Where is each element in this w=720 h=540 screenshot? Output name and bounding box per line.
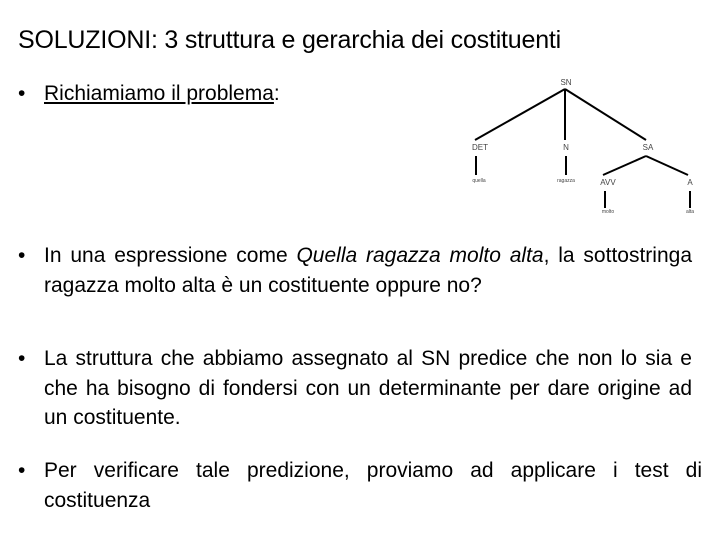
- bullet-item-3: [18, 456, 702, 515]
- bullet-marker: •: [18, 244, 26, 267]
- syntax-tree-diagram: [448, 72, 708, 222]
- tree-node-n: N: [563, 143, 569, 152]
- tree-node-sn: SN: [560, 78, 572, 87]
- bullet-text: Per verificare tale predizione, proviamo ad applicare i test di costituenza: [44, 459, 702, 512]
- bullet-marker: •: [18, 347, 26, 370]
- tree-node-a: A: [687, 178, 693, 187]
- tree-leaf-molto: molto: [601, 209, 615, 215]
- bullet-text-part: , la sottostringa ragazza molto alta è un costituente oppure no?: [44, 244, 692, 297]
- tree-leaf-alta: alta: [685, 209, 695, 215]
- intro-underlined-text: Richiamiamo il problema: [44, 82, 274, 105]
- intro-text: [44, 79, 280, 109]
- intro-bullet: [18, 79, 280, 109]
- tree-edge-sa-avv: [603, 156, 646, 175]
- tree-node-det: DET: [472, 143, 488, 152]
- slide-title: SOLUZIONI: 3 struttura e gerarchia dei costituenti: [18, 26, 562, 54]
- bullet-marker: •: [18, 459, 26, 482]
- bullet-marker: •: [18, 82, 26, 105]
- intro-suffix: :: [273, 82, 280, 105]
- bullet-item-1: [18, 241, 692, 300]
- tree-edge-sn-det: [475, 89, 565, 140]
- tree-edge-sn-sa: [565, 89, 646, 140]
- tree-leaf-quella: quella: [472, 178, 486, 184]
- bullet-text: La struttura che abbiamo assegnato al SN predice che non lo sia e che ha bisogno di fondersi con un determinante per dare origine ad un costituente.: [44, 347, 692, 429]
- tree-leaf-ragazza: ragazza: [557, 178, 575, 184]
- tree-node-avv: AVV: [600, 178, 616, 187]
- bullet-text-part: In una espressione come: [44, 244, 297, 267]
- bullet-text: [44, 241, 692, 300]
- tree-edge-sa-a: [646, 156, 688, 175]
- bullet-item-2: [18, 344, 692, 433]
- tree-node-sa: SA: [642, 143, 654, 152]
- example-phrase: Quella ragazza molto alta: [296, 244, 544, 267]
